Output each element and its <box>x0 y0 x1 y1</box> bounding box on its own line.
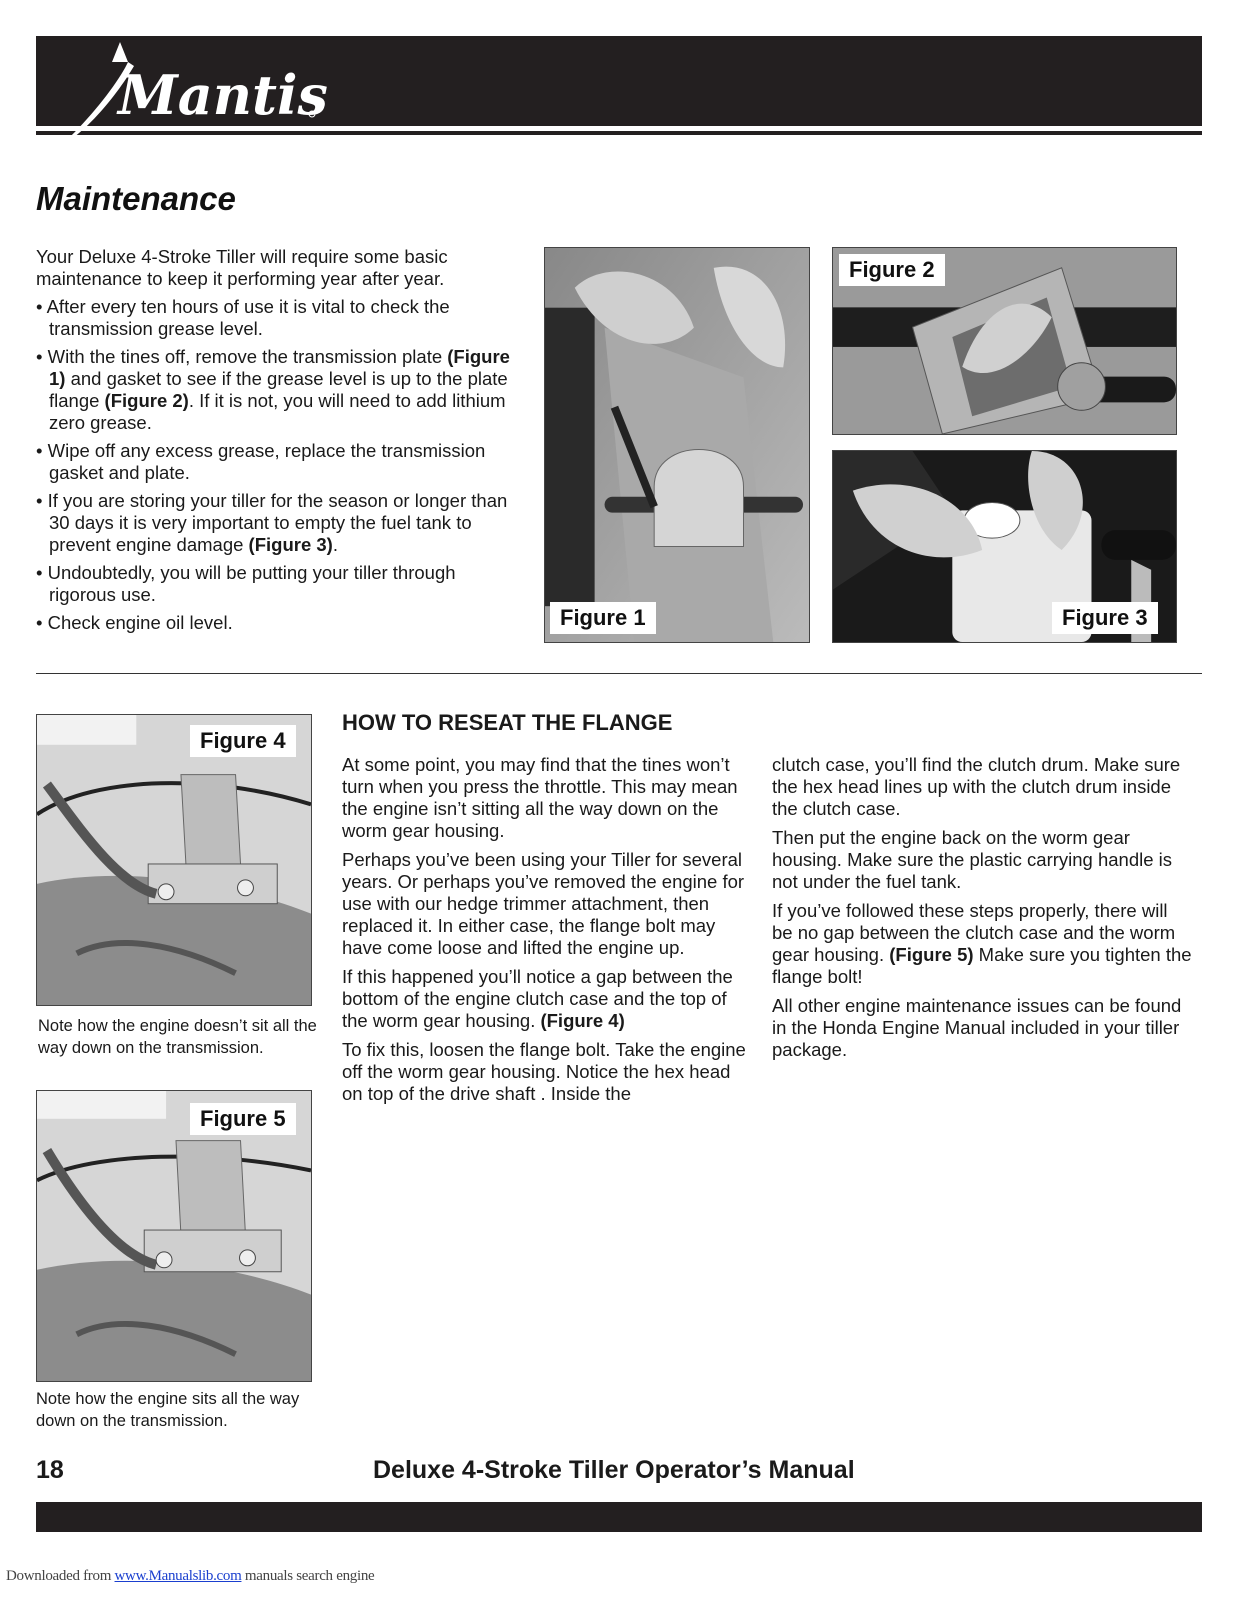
bullet-oil-level: • Check engine oil level. <box>36 612 233 633</box>
section-paragraph-5: clutch case, you’ll find the clutch drum. Make sure the hex head lines up with the clutch drum inside the clutch case. <box>772 754 1181 819</box>
figure-5-caption: Note how the engine sits all the way down on the transmission. <box>36 1390 300 1430</box>
figure-5-label: Figure 5 <box>190 1103 296 1135</box>
manualslib-link[interactable]: www.Manualslib.com <box>114 1568 242 1584</box>
intro-text <box>36 246 526 640</box>
section-paragraph-6: Then put the engine back on the worm gear housing. Make sure the plastic carrying handle is not under the fuel tank. <box>772 827 1173 892</box>
section-paragraph-2: Perhaps you’ve been using your Tiller for several years. Or perhaps you’ve removed the engine for use with our hedge trimmer attachment, then replaced it. In either case, the flange bolt may have come loose and lifted the engine up. <box>342 849 745 958</box>
figure-1-photo <box>544 247 810 643</box>
section-paragraph-8: All other engine maintenance issues can be found in the Honda Engine Manual included in your tiller package. <box>772 995 1182 1060</box>
page-title: Maintenance <box>36 180 236 217</box>
section-paragraph-3: If this happened you’ll notice a gap between the bottom of the engine clutch case and the top of the worm gear housing. (Figure 4) <box>342 966 733 1031</box>
figure-1-label: Figure 1 <box>550 602 656 634</box>
bullet-remove-plate: • With the tines off, remove the transmission plate (Figure 1) and gasket to see if the grease level is up to the plate flange (Figure 2). If it is not, you will need to add lithium zero grease. <box>36 346 510 433</box>
section-paragraph-4: To fix this, loosen the flange bolt. Take the engine off the worm gear housing. Notice the hex head on top of the drive shaft . Inside the <box>342 1039 746 1104</box>
footer-bar <box>36 1502 1202 1532</box>
figure-4-caption: Note how the engine doesn’t sit all the way down on the transmission. <box>38 1017 317 1057</box>
manual-title: Deluxe 4-Stroke Tiller Operator’s Manual <box>373 1456 855 1484</box>
bullet-check-grease: • After every ten hours of use it is vital to check the transmission grease level. <box>36 296 450 339</box>
mantis-logo <box>50 40 340 152</box>
figure-4-photo <box>36 714 312 1006</box>
bullet-storage: • If you are storing your tiller for the season or longer than 30 days it is very important to empty the fuel tank to prevent engine damage (Figure 3). <box>36 490 508 555</box>
section-paragraph-7: If you’ve followed these steps properly, there will be no gap between the clutch case and the worm gear housing. (Figure 5) Make sure you tighten the flange bolt! <box>772 900 1192 987</box>
section-divider <box>36 673 1202 674</box>
figure-4-label: Figure 4 <box>190 725 296 757</box>
figure-2-label: Figure 2 <box>839 254 945 286</box>
page-number: 18 <box>36 1456 64 1484</box>
intro-paragraph: Your Deluxe 4-Stroke Tiller will require some basic maintenance to keep it performing year after year. <box>36 246 448 289</box>
section-paragraph-1: At some point, you may find that the tines won’t turn when you press the throttle. This may mean the engine isn’t sitting all the way down on the worm gear housing. <box>342 754 738 841</box>
bullet-wipe-grease: • Wipe off any excess grease, replace the transmission gasket and plate. <box>36 440 486 483</box>
bullet-rigorous-use: • Undoubtedly, you will be putting your tiller through rigorous use. <box>36 562 456 605</box>
logo-text: Mantis <box>118 63 328 127</box>
column-left <box>342 754 747 1112</box>
section-heading: HOW TO RESEAT THE FLANGE <box>342 710 673 735</box>
download-notice: Downloaded from www.Manualslib.com manuals search engine <box>6 1568 375 1584</box>
column-right <box>772 754 1192 1068</box>
figure-3-label: Figure 3 <box>1052 602 1158 634</box>
